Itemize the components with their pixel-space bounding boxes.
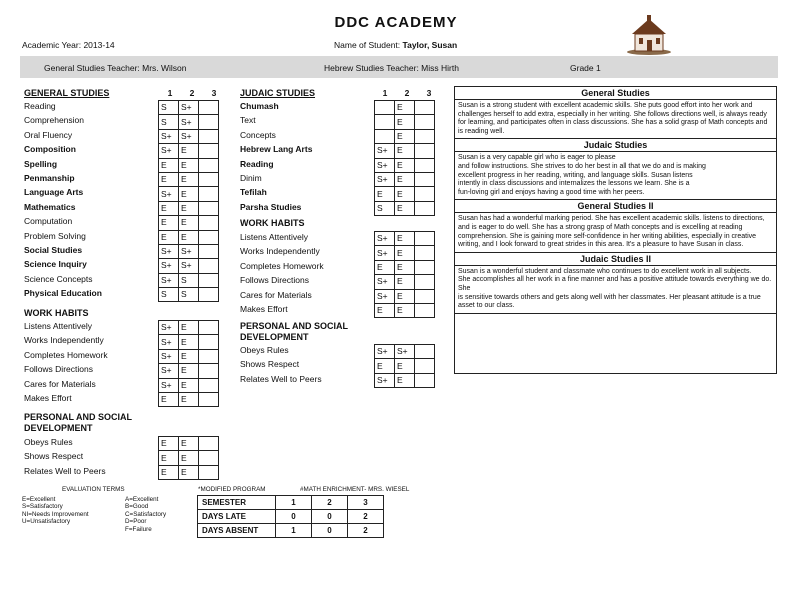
- grade-cell: E: [179, 172, 199, 186]
- academic-year-value: 2013-14: [83, 40, 115, 50]
- gen-col-1: 1: [167, 88, 173, 98]
- grade-cell: [415, 359, 435, 373]
- attendance-value: 3: [348, 496, 384, 510]
- grade-cell: E: [179, 349, 199, 363]
- grade-cell: [415, 144, 435, 158]
- grade-row: [375, 115, 435, 129]
- grade-cell: E: [179, 158, 199, 172]
- grade-cell: [415, 303, 435, 317]
- attendance-label: DAYS ABSENT: [198, 524, 276, 538]
- grade-cell: S+: [375, 373, 395, 387]
- grade-cell: E: [159, 216, 179, 230]
- grade-cell: S+: [159, 273, 179, 287]
- grade-row: [375, 129, 435, 143]
- grade-cell: E: [159, 451, 179, 465]
- grade-cell: [415, 289, 435, 303]
- grade-row: [375, 303, 435, 317]
- row-label: Chumash: [240, 101, 279, 111]
- grade-cell: S+: [179, 129, 199, 143]
- row-label: Hebrew Lang Arts: [240, 144, 313, 155]
- grade-cell: [375, 101, 395, 115]
- grade-cell: [199, 216, 219, 230]
- eval-term: NI=Needs Improvement: [22, 510, 89, 518]
- grade-cell: S: [159, 101, 179, 115]
- row-label: Relates Well to Peers: [24, 465, 106, 476]
- row-label: Dinim: [240, 173, 262, 183]
- grade-cell: S+: [159, 349, 179, 363]
- grade-row: [159, 101, 219, 115]
- jud-work-habits-grades: [374, 231, 435, 318]
- grade-cell: [415, 172, 435, 186]
- grade-row: [375, 172, 435, 186]
- grade-cell: [199, 158, 219, 172]
- grade-cell: E: [395, 129, 415, 143]
- comment-title: General Studies II: [455, 200, 776, 213]
- grade-cell: [199, 172, 219, 186]
- grade-row: [159, 349, 219, 363]
- jud-col-3: 3: [426, 88, 432, 98]
- grade-cell: E: [179, 378, 199, 392]
- gen-personal-grades: [158, 436, 219, 480]
- grade-cell: E: [395, 289, 415, 303]
- attendance-value: 1: [276, 524, 312, 538]
- comment-body: Susan is a very capable girl who is eager to please and follow instructions. She strives to do her best in all that we do and is making excellent progress in her reading, writing, and language skills. Susan listens intently in class discussions and internalizes the lessons we learn. She is a fun-loving girl and enjoys having a good time with her peers.: [458, 154, 706, 196]
- jud-personal-title-1: PERSONAL AND SOCIAL: [240, 321, 349, 331]
- row-label: Makes Effort: [24, 393, 72, 403]
- eval-term: E=Excellent: [22, 496, 56, 503]
- row-label: Science Concepts: [24, 273, 93, 284]
- grade-cell: [199, 437, 219, 451]
- grade-cell: E: [375, 359, 395, 373]
- grade-cell: S+: [375, 172, 395, 186]
- row-label: Tefilah: [240, 187, 267, 198]
- grade-cell: [415, 129, 435, 143]
- grade-row: [159, 392, 219, 406]
- grade-cell: [199, 288, 219, 302]
- grade-cell: [199, 451, 219, 465]
- grade-row: [159, 172, 219, 186]
- grade-row: [159, 216, 219, 230]
- grade-cell: E: [159, 392, 179, 406]
- grade-cell: E: [159, 437, 179, 451]
- grade-row: [159, 288, 219, 302]
- row-label: Obeys Rules: [24, 437, 73, 447]
- math-enrichment-note: #MATH ENRICHMENT- MRS. WIESEL: [300, 486, 410, 493]
- grade-cell: S+: [179, 259, 199, 273]
- hebrew-teacher: Hebrew Studies Teacher: Miss Hirth: [324, 63, 459, 73]
- row-label: Obeys Rules: [240, 345, 289, 355]
- attendance-value: 0: [276, 510, 312, 524]
- jud-col-1: 1: [382, 88, 388, 98]
- judaic-studies-title: JUDAIC STUDIES: [240, 88, 316, 98]
- grade-row: [159, 259, 219, 273]
- row-label: Makes Effort: [240, 304, 288, 314]
- attendance-label: DAYS LATE: [198, 510, 276, 524]
- grade-cell: E: [159, 230, 179, 244]
- academic-year: [22, 40, 115, 50]
- grade-cell: [199, 335, 219, 349]
- row-label: Social Studies: [24, 245, 83, 255]
- row-label: Concepts: [240, 129, 276, 140]
- eval-term: A=Excellent: [125, 496, 159, 503]
- grade-cell: [199, 364, 219, 378]
- grade-row: [159, 230, 219, 244]
- row-label: Computation: [24, 216, 73, 227]
- grade-row: [159, 437, 219, 451]
- grade-cell: E: [375, 187, 395, 201]
- general-studies-title: GENERAL STUDIES: [24, 88, 110, 98]
- grade-label: Grade 1: [570, 63, 601, 73]
- row-label: Shows Respect: [240, 359, 300, 370]
- row-label: Parsha Studies: [240, 201, 302, 212]
- grade-cell: E: [395, 275, 415, 289]
- gen-personal-title-1: PERSONAL AND SOCIAL: [24, 412, 133, 422]
- grade-cell: E: [395, 172, 415, 186]
- grade-cell: S+: [159, 364, 179, 378]
- row-label: Comprehension: [24, 115, 85, 126]
- grade-row: [159, 129, 219, 143]
- comment-body: Susan is a wonderful student and classmate who continues to do excellent work in all subjects. She accomplishes all her work in a fine manner and has a positive attitude towards everything we do. She is sensitive towards others and gets along well with her classmates. Her pleasant attitude is a true asset to our class.: [458, 267, 772, 310]
- row-label: Science Inquiry: [24, 259, 87, 270]
- grade-cell: S+: [179, 244, 199, 258]
- eval-term: U=Unsatisfactory: [22, 518, 71, 526]
- attendance-label: SEMESTER: [198, 496, 276, 510]
- row-label: Follows Directions: [240, 275, 309, 286]
- grade-cell: E: [395, 187, 415, 201]
- school-name: DDC ACADEMY: [334, 14, 458, 31]
- row-label: Penmanship: [24, 173, 75, 183]
- grade-row: [375, 359, 435, 373]
- attendance-table: [197, 495, 384, 538]
- comment-title: Judaic Studies: [455, 139, 776, 152]
- grade-row: [159, 321, 219, 335]
- grade-row: [159, 465, 219, 479]
- grade-cell: E: [395, 158, 415, 172]
- grade-cell: [199, 273, 219, 287]
- grade-cell: E: [395, 232, 415, 246]
- grade-cell: [415, 115, 435, 129]
- grade-cell: E: [179, 437, 199, 451]
- grade-row: [375, 345, 435, 359]
- grade-row: [375, 101, 435, 115]
- jud-work-habits-title: WORK HABITS: [240, 218, 305, 228]
- comment-title: Judaic Studies II: [455, 253, 776, 266]
- row-label: Cares for Materials: [240, 289, 312, 300]
- grade-cell: S+: [159, 259, 179, 273]
- grade-cell: S+: [159, 187, 179, 201]
- comment-block: [455, 253, 776, 314]
- grade-row: [375, 373, 435, 387]
- grade-cell: [199, 115, 219, 129]
- comment-title: General Studies: [455, 87, 776, 100]
- grade-cell: [415, 187, 435, 201]
- grade-cell: S+: [179, 101, 199, 115]
- modified-program-note: *MODIFIED PROGRAM: [198, 486, 266, 493]
- eval-term: D=Poor: [125, 518, 147, 526]
- grade-row: [375, 187, 435, 201]
- teacher-bar: [20, 56, 778, 78]
- grade-row: [159, 158, 219, 172]
- grade-row: [375, 232, 435, 246]
- gen-work-habits-grades: [158, 320, 219, 407]
- grade-cell: [415, 373, 435, 387]
- row-label: Spelling: [24, 158, 58, 169]
- grade-cell: E: [395, 359, 415, 373]
- grade-cell: S+: [159, 378, 179, 392]
- grade-cell: S: [159, 115, 179, 129]
- row-label: Text: [240, 115, 256, 126]
- grade-cell: [199, 129, 219, 143]
- grade-cell: E: [395, 246, 415, 260]
- row-label: Works Independently: [24, 335, 104, 346]
- grade-cell: E: [159, 172, 179, 186]
- grade-cell: [415, 232, 435, 246]
- grade-cell: [199, 187, 219, 201]
- grade-cell: [415, 158, 435, 172]
- grade-cell: S+: [179, 115, 199, 129]
- row-label: Language Arts: [24, 187, 84, 198]
- attendance-value: 0: [312, 524, 348, 538]
- attendance-value: 2: [348, 524, 384, 538]
- gen-work-habits-title: WORK HABITS: [24, 308, 89, 318]
- row-label: Works Independently: [240, 246, 320, 257]
- grade-cell: [199, 259, 219, 273]
- gen-column-headers: [159, 88, 225, 98]
- grade-cell: [199, 349, 219, 363]
- gen-col-2: 2: [189, 88, 195, 98]
- grade-cell: [199, 244, 219, 258]
- grade-cell: [199, 230, 219, 244]
- grade-cell: S+: [159, 144, 179, 158]
- row-label: Listens Attentively: [24, 321, 93, 331]
- jud-col-2: 2: [404, 88, 410, 98]
- grade-cell: E: [179, 335, 199, 349]
- grade-cell: S+: [375, 232, 395, 246]
- grade-row: [159, 364, 219, 378]
- grade-row: [159, 187, 219, 201]
- eval-terms-left: [22, 496, 89, 526]
- row-label: Reading: [240, 158, 274, 169]
- grade-cell: E: [395, 201, 415, 215]
- grade-cell: E: [375, 303, 395, 317]
- grade-cell: E: [179, 451, 199, 465]
- general-teacher: General Studies Teacher: Mrs. Wilson: [44, 63, 187, 73]
- comment-block: [455, 87, 776, 139]
- grade-cell: E: [179, 465, 199, 479]
- student-name: [334, 40, 457, 50]
- eval-term: S=Satisfactory: [22, 503, 63, 511]
- grade-cell: E: [395, 260, 415, 274]
- row-label: Composition: [24, 144, 76, 155]
- attendance-value: 2: [312, 496, 348, 510]
- eval-term: B=Good: [125, 503, 149, 511]
- comment-block: [455, 200, 776, 252]
- grade-cell: E: [179, 230, 199, 244]
- grade-cell: [199, 465, 219, 479]
- grade-row: [159, 244, 219, 258]
- grade-cell: [375, 115, 395, 129]
- grade-cell: S+: [159, 335, 179, 349]
- grade-cell: E: [179, 187, 199, 201]
- grade-cell: E: [395, 115, 415, 129]
- judaic-studies-grades: [374, 100, 435, 216]
- row-label: Relates Well to Peers: [240, 373, 322, 384]
- comment-body: Susan has had a wonderful marking period. She has excellent academic skills. listens to directions, and is eager to do well. She has a strong grasp of Math concepts and is excelling at reading comprehension. She is gaining more self-confidence in her writing abilities, especially in creative writing, and I look forward to great strides in this area. It's a pleasure to have Susan in class.: [458, 215, 765, 249]
- comment-block: [455, 139, 776, 200]
- grade-cell: E: [375, 260, 395, 274]
- jud-column-headers: [374, 88, 440, 98]
- row-label: Problem Solving: [24, 230, 86, 241]
- grade-cell: E: [179, 392, 199, 406]
- student-name-label: Name of Student:: [334, 40, 401, 50]
- attendance-value: 2: [348, 510, 384, 524]
- attendance-value: 0: [312, 510, 348, 524]
- grade-cell: E: [159, 201, 179, 215]
- grade-cell: [415, 246, 435, 260]
- row-label: Reading: [24, 101, 56, 111]
- grade-cell: E: [159, 465, 179, 479]
- grade-row: [375, 275, 435, 289]
- grade-cell: [415, 345, 435, 359]
- grade-cell: S: [179, 288, 199, 302]
- grade-cell: E: [179, 321, 199, 335]
- grade-cell: S+: [375, 275, 395, 289]
- general-studies-grades: [158, 100, 219, 302]
- grade-cell: [375, 129, 395, 143]
- grade-cell: S: [179, 273, 199, 287]
- grade-cell: S+: [375, 158, 395, 172]
- attendance-value: 1: [276, 496, 312, 510]
- grade-row: [159, 115, 219, 129]
- jud-personal-grades: [374, 344, 435, 388]
- grade-row: [375, 201, 435, 215]
- grade-row: [375, 158, 435, 172]
- row-label: Cares for Materials: [24, 378, 96, 389]
- row-label: Listens Attentively: [240, 232, 309, 242]
- grade-row: [159, 378, 219, 392]
- grade-cell: [415, 275, 435, 289]
- grade-row: [159, 451, 219, 465]
- grade-cell: [199, 378, 219, 392]
- grade-row: [159, 144, 219, 158]
- row-label: Mathematics: [24, 201, 76, 212]
- grade-row: [159, 335, 219, 349]
- gen-personal-title-2: DEVELOPMENT: [24, 423, 93, 433]
- attendance-row: [198, 510, 384, 524]
- grade-cell: E: [179, 144, 199, 158]
- gen-col-3: 3: [211, 88, 217, 98]
- grade-cell: [415, 260, 435, 274]
- grade-row: [159, 201, 219, 215]
- row-label: Follows Directions: [24, 364, 93, 375]
- row-label: Physical Education: [24, 288, 102, 299]
- grade-cell: [199, 201, 219, 215]
- student-name-value: Taylor, Susan: [402, 40, 458, 50]
- grade-cell: S: [375, 201, 395, 215]
- grade-cell: E: [179, 201, 199, 215]
- comments-panel: [454, 86, 777, 374]
- row-label: Completes Homework: [240, 260, 324, 271]
- grade-cell: E: [395, 303, 415, 317]
- grade-cell: [415, 201, 435, 215]
- grade-cell: [199, 144, 219, 158]
- grade-row: [159, 273, 219, 287]
- comment-body: Susan is a strong student with excellent academic skills. She puts good effort into her work and challenges herself to add extra, especially in her writing. She follows directions well, is always ready for learning, and participates often in class discussions. She has a solid grasp of Math concepts and is reading well.: [458, 102, 768, 135]
- grade-cell: E: [395, 101, 415, 115]
- row-label: Shows Respect: [24, 451, 84, 462]
- grade-cell: S+: [159, 321, 179, 335]
- row-label: Completes Homework: [24, 349, 108, 360]
- eval-term: C=Satisfactory: [125, 510, 167, 518]
- grade-cell: S: [159, 288, 179, 302]
- grade-cell: S+: [375, 144, 395, 158]
- attendance-row: [198, 496, 384, 510]
- grade-cell: S+: [375, 246, 395, 260]
- grade-row: [375, 144, 435, 158]
- row-label: Oral Fluency: [24, 129, 73, 140]
- grade-cell: E: [179, 364, 199, 378]
- grade-cell: S+: [375, 289, 395, 303]
- grade-cell: [415, 101, 435, 115]
- grade-cell: E: [395, 373, 415, 387]
- grade-cell: [199, 101, 219, 115]
- grade-cell: E: [395, 144, 415, 158]
- grade-cell: S+: [375, 345, 395, 359]
- schoolhouse-logo-icon: [626, 14, 672, 56]
- eval-terms-title: EVALUATION TERMS: [62, 486, 125, 493]
- grade-cell: S+: [159, 244, 179, 258]
- grade-cell: S+: [159, 129, 179, 143]
- attendance-row: [198, 524, 384, 538]
- grade-cell: [199, 392, 219, 406]
- grade-cell: [199, 321, 219, 335]
- grade-cell: E: [159, 158, 179, 172]
- grade-cell: S+: [395, 345, 415, 359]
- jud-personal-title-2: DEVELOPMENT: [240, 332, 309, 342]
- academic-year-label: Academic Year:: [22, 40, 82, 50]
- grade-row: [375, 246, 435, 260]
- grade-cell: E: [179, 216, 199, 230]
- grade-row: [375, 260, 435, 274]
- eval-term: F=Failure: [125, 525, 152, 533]
- eval-terms-right: [125, 496, 166, 533]
- grade-row: [375, 289, 435, 303]
